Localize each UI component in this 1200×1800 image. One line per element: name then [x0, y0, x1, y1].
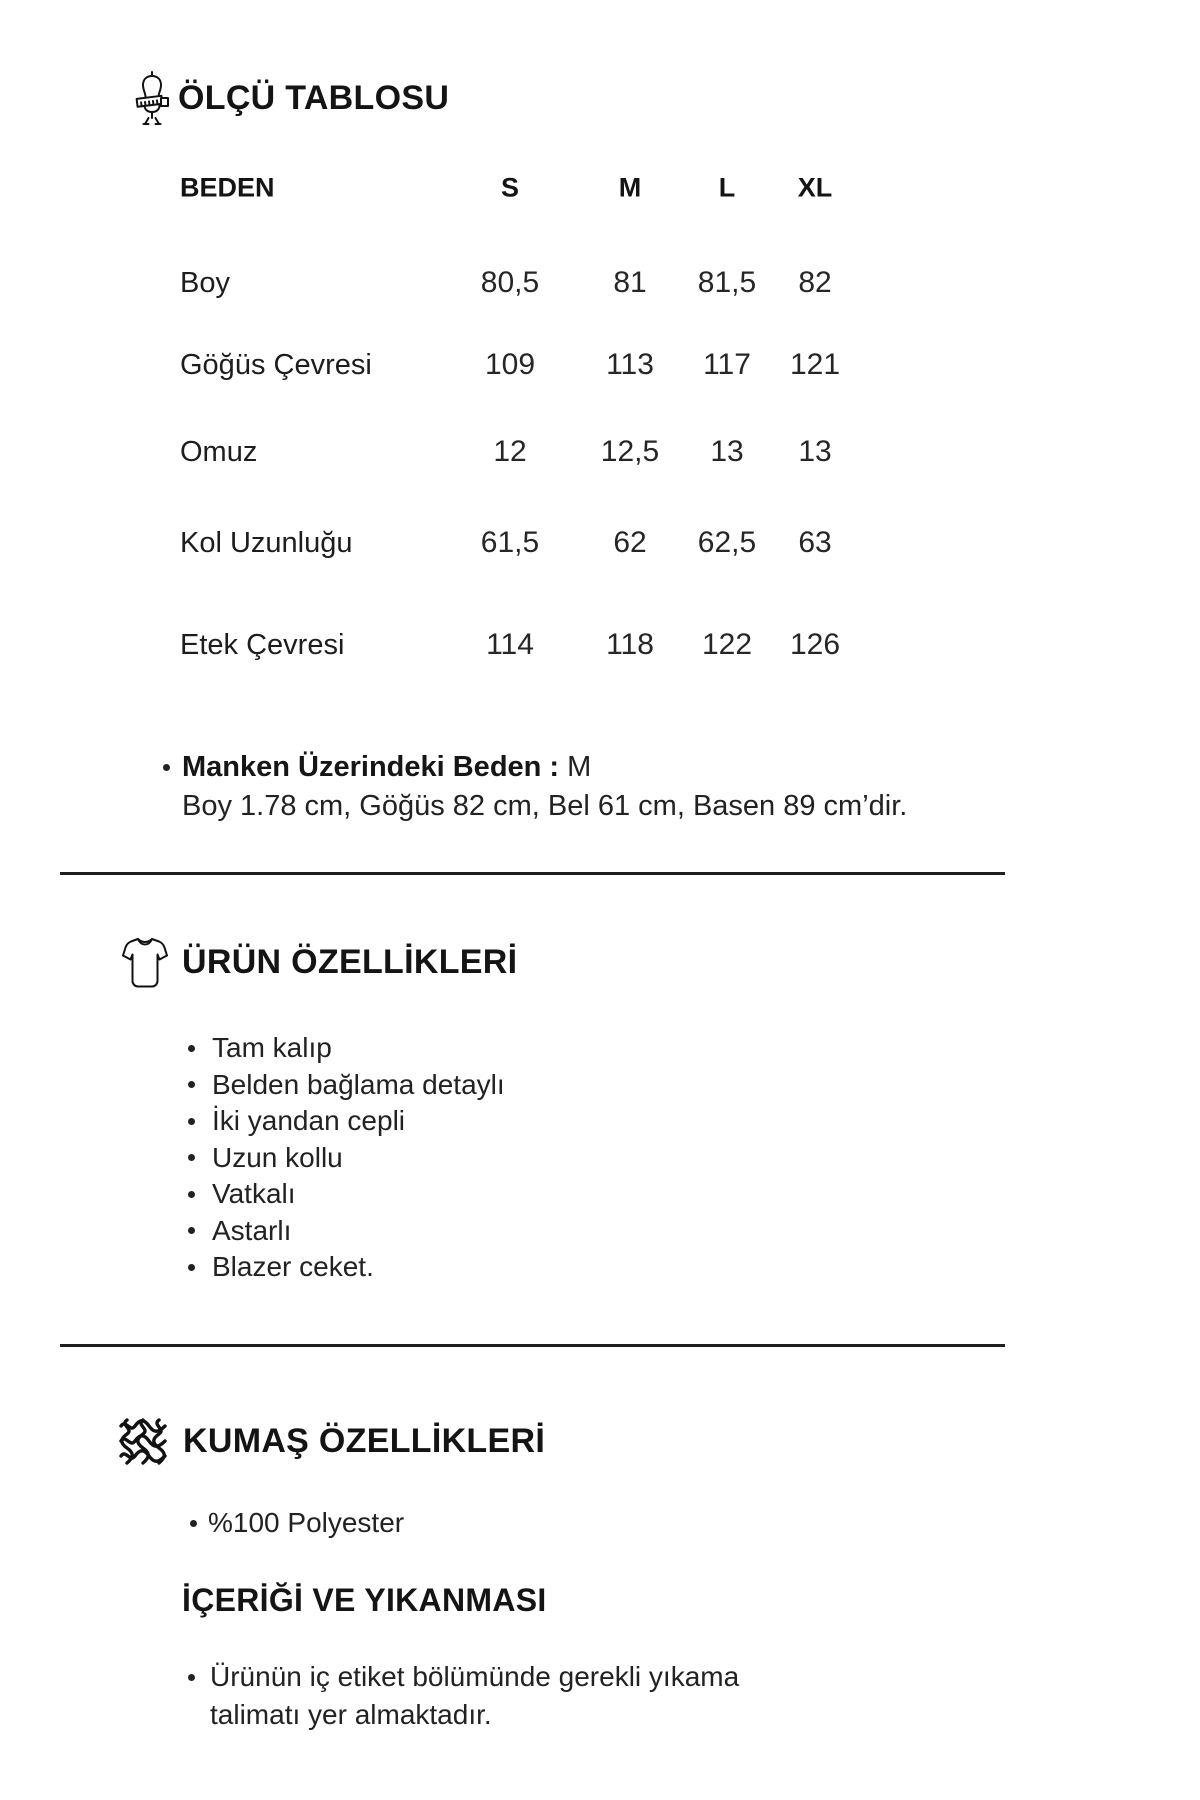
model-size-value: M	[567, 751, 592, 783]
row-label: Boy	[180, 266, 230, 299]
tshirt-icon	[122, 937, 168, 988]
list-item	[188, 1067, 505, 1104]
bullet-dot-icon	[188, 1227, 195, 1234]
row-value-l: 122	[701, 628, 753, 661]
section-divider	[60, 872, 1005, 875]
list-item	[188, 1103, 505, 1140]
model-size-line	[182, 748, 907, 787]
mannequin-measuring-tape-icon	[135, 71, 169, 127]
bullet-dot-icon	[188, 1081, 195, 1088]
bullet-dot-icon	[163, 764, 170, 771]
feature-text: Vatkalı	[212, 1178, 296, 1210]
fabric-features-header	[118, 1417, 545, 1465]
bullet-dot-icon	[188, 1264, 195, 1271]
row-value-m: 62	[613, 526, 647, 559]
size-table-header	[135, 72, 449, 125]
size-table-col-xl: XL	[797, 172, 833, 203]
list-item	[188, 1030, 505, 1067]
table-row-gogus-cevresi	[180, 348, 851, 382]
feature-text: Astarlı	[212, 1214, 292, 1246]
row-value-s: 61,5	[480, 526, 540, 559]
row-value-s: 12	[493, 435, 527, 468]
bullet-dot-icon	[188, 1154, 195, 1161]
fabric-features-title: KUMAŞ ÖZELLİKLERİ	[183, 1421, 546, 1460]
bullet-dot-icon	[188, 1191, 195, 1198]
bullet-dot-icon	[188, 1674, 195, 1681]
list-item	[188, 1213, 505, 1250]
size-table-header-row	[180, 173, 851, 204]
table-row-omuz	[180, 435, 851, 469]
row-label: Omuz	[180, 435, 258, 468]
row-label: Kol Uzunluğu	[180, 526, 353, 559]
row-value-m: 12,5	[600, 435, 660, 468]
product-features-title: ÜRÜN ÖZELLİKLERİ	[182, 942, 518, 981]
model-measurements: Boy 1.78 cm, Göğüs 82 cm, Bel 61 cm, Basen 89 cm’dir.	[182, 790, 908, 822]
model-size-separator: :	[541, 751, 568, 783]
list-item	[188, 1249, 505, 1286]
product-features-list	[188, 1030, 505, 1286]
feature-text: Uzun kollu	[212, 1141, 343, 1173]
size-table-col-l: L	[718, 172, 736, 203]
table-row-kol-uzunlugu	[180, 526, 851, 560]
row-value-l: 62,5	[697, 526, 757, 559]
row-value-s: 80,5	[480, 266, 540, 299]
model-size-note	[163, 748, 907, 826]
feature-text: Belden bağlama detaylı	[212, 1068, 505, 1100]
size-table-col-m: M	[618, 172, 642, 203]
row-value-m: 81	[613, 266, 647, 299]
row-value-l: 13	[710, 435, 744, 468]
row-value-xl: 82	[798, 266, 832, 299]
fabric-composition-text: %100 Polyester	[208, 1507, 405, 1538]
row-value-l: 81,5	[697, 266, 757, 299]
row-value-m: 118	[606, 628, 654, 661]
care-instruction-item	[188, 1658, 830, 1734]
bullet-dot-icon	[188, 1045, 195, 1052]
bullet-dot-icon	[188, 1118, 195, 1125]
row-value-l: 117	[703, 348, 751, 381]
size-table-title: ÖLÇÜ TABLOSU	[178, 79, 450, 117]
feature-text: Blazer ceket.	[212, 1251, 374, 1283]
row-value-xl: 63	[798, 526, 832, 559]
row-value-s: 109	[484, 348, 536, 381]
row-value-xl: 121	[789, 348, 841, 381]
size-table-col-beden: BEDEN	[180, 172, 275, 203]
list-item	[188, 1140, 505, 1177]
fabric-weave-icon	[118, 1417, 168, 1466]
row-value-xl: 126	[789, 628, 841, 661]
model-size-label: Manken Üzerindeki Beden	[182, 751, 542, 783]
row-value-m: 113	[606, 348, 654, 381]
product-features-header	[122, 937, 517, 987]
table-row-etek-cevresi	[180, 628, 851, 662]
row-label: Göğüs Çevresi	[180, 348, 372, 381]
feature-text: Tam kalıp	[212, 1032, 332, 1064]
care-instruction-text: Ürünün iç etiket bölümünde gerekli yıkama talimatı yer almaktadır.	[210, 1661, 740, 1730]
size-table-col-s: S	[500, 172, 519, 203]
care-heading: İÇERİĞİ VE YIKANMASI	[182, 1582, 547, 1618]
feature-text: İki yandan cepli	[212, 1105, 406, 1137]
row-label: Etek Çevresi	[180, 628, 345, 661]
table-row-boy	[180, 266, 851, 300]
bullet-dot-icon	[190, 1520, 197, 1527]
row-value-s: 114	[486, 628, 534, 661]
fabric-composition-item	[190, 1504, 404, 1542]
section-divider	[60, 1344, 1005, 1347]
list-item	[188, 1176, 505, 1213]
row-value-xl: 13	[798, 435, 832, 468]
